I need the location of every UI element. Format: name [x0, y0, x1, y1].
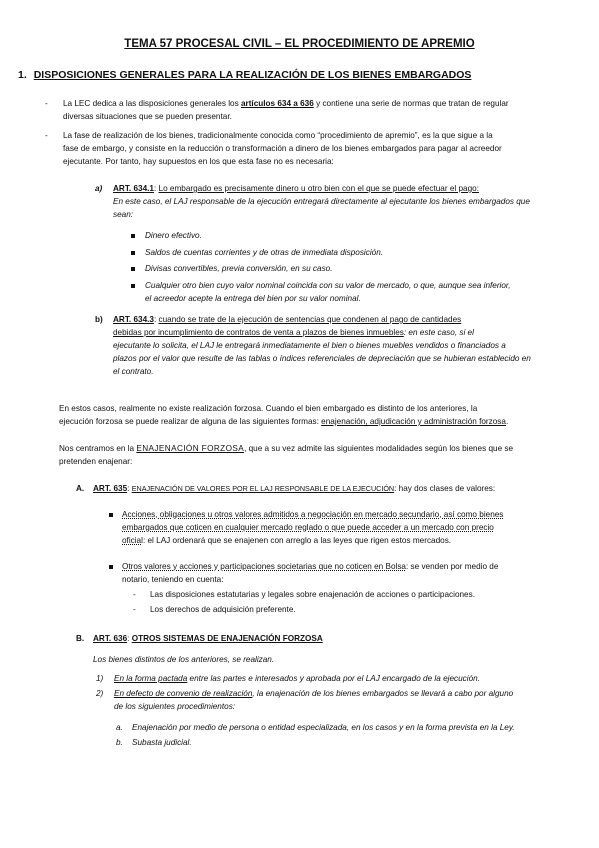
- text: cuando se trate de la ejecución de sentencias que condenen al pago de cantidades: [158, 315, 462, 324]
- section-heading: [18, 69, 471, 81]
- item-A-2-line-1: [122, 560, 498, 573]
- text: y contiene una serie de normas que tratan de regular: [313, 99, 509, 108]
- numbered-item-1: [114, 672, 480, 685]
- item-B-heading: ART. 636: OTROS SISTEMAS DE ENAJENACIÓN FORZOSA: [93, 634, 323, 643]
- square-bullet: [131, 279, 135, 292]
- text: La LEC dedica a las disposiciones generales los: [63, 99, 241, 108]
- paragraph-2-line-1: [59, 442, 513, 455]
- item-A-2-line-2: notario, teniendo en cuenta:: [122, 575, 224, 584]
- text: ejecución forzosa se puede realizar de alguna de las siguientes formas:: [59, 417, 322, 426]
- item-a-line-1: En este caso, el LAJ responsable de la ejecución entregará directamente al ejecutante los bienes embargados que: [113, 197, 530, 206]
- item-marker-a: a): [95, 184, 103, 193]
- list-item: Cualquier otro bien cuyo valor nominal coincida con su valor de mercado, o que, aunque sea inferior,: [145, 281, 511, 290]
- text: enajenación, adjudicación y administración forzosa: [321, 417, 506, 426]
- text: : en este caso, si el: [403, 328, 474, 337]
- article-ref: ART. 634.1: [113, 184, 154, 193]
- paragraph-1-line-1: En estos casos, realmente no existe realización forzosa. Cuando el bien embargado es distinto de los anteriores, la: [59, 404, 478, 413]
- text: Otros valores y acciones y participaciones societarias que no coticen en Bolsa: [122, 562, 406, 571]
- text: En defecto de convenio de realización: [114, 689, 253, 698]
- item-marker-b: b): [95, 315, 103, 324]
- sub-item-marker: a.: [116, 723, 123, 732]
- item-A-heading: ART. 635: ENAJENACIÓN DE VALORES POR EL LAJ RESPONSABLE DE LA EJECUCIÓN: hay dos clases de valores:: [93, 484, 496, 493]
- article-ref: ART. 634.3: [113, 315, 154, 324]
- sub-item: Subasta judicial.: [132, 738, 192, 747]
- text: ENAJENACIÓN DE VALORES POR EL LAJ RESPONSABLE DE LA EJECUCIÓN: [131, 484, 395, 493]
- list-item: Divisas convertibles, previa conversión, en su caso.: [145, 264, 333, 273]
- text: : el LAJ ordenará que se enajenen con arreglo a las leyes que rigen estos mercados.: [142, 536, 452, 545]
- list-item: Saldos de cuentas corrientes y de otras de inmediata disposición.: [145, 248, 384, 257]
- item-b-line-4: plazos por el valor que resulte de las tablas o índices referenciales de depreciación que se hubieran establecido en: [113, 354, 531, 363]
- bullet-2-line-2: fase de embargo, y consiste en la reducción o transformación a dinero de los bienes embargados para pagar al acreedor: [63, 144, 502, 153]
- text: oficial: [122, 536, 143, 545]
- item-b-line-2: [113, 326, 474, 339]
- item-b-line-5: el contrato.: [113, 367, 154, 376]
- page-title: TEMA 57 PROCESAL CIVIL – EL PROCEDIMIENTO DE APREMIO: [124, 38, 475, 50]
- text: Nos centramos en la: [59, 444, 137, 453]
- sub-item: Enajenación por medio de persona o entidad especializada, en los casos y en la forma prevista en la Ley.: [132, 723, 515, 732]
- item-A-1-line-1: Acciones, obligaciones u otros valores admitidos a negociación en mercado secundario, así como bienes: [122, 510, 504, 519]
- square-bullet: [131, 229, 135, 242]
- paragraph-2-line-2: pretenden enajenar:: [59, 457, 133, 466]
- numbered-item-2-line-2: de los siguientes procedimientos:: [114, 702, 236, 711]
- bullet-1-line-1: [63, 97, 573, 110]
- list-item-continuation: el acreedor acepte la entrega del bien por su valor nominal.: [145, 294, 361, 303]
- item-A-1-line-3: [122, 534, 451, 547]
- item-b-line-3: ejecutante lo solicita, el LAJ le entregará inmediatamente el bien o bienes muebles vendidos o financiados a: [113, 341, 506, 350]
- article-ref: ART. 635: [93, 484, 128, 493]
- dash-bullet: -: [45, 131, 48, 140]
- article-ref: ART. 636: [93, 634, 128, 643]
- item-a-heading: ART. 634.1: Lo embargado es precisamente dinero u otro bien con el que se puede efectuar el pago:: [113, 184, 479, 193]
- square-bullet: [109, 560, 113, 573]
- bullet-1-line-2: diversas situaciones que se pueden presentar.: [63, 112, 232, 121]
- sub-item: Las disposiciones estatutarias y legales sobre enajenación de acciones o participaciones.: [150, 590, 475, 599]
- paragraph-1-line-2: [59, 415, 508, 428]
- bullet-2-line-1: La fase de realización de los bienes, tradicionalmente conocida como “procedimiento de apremio”, es la que sigue a la: [63, 131, 493, 140]
- list-item: Dinero efectivo.: [145, 231, 202, 240]
- sub-item-marker: b.: [116, 738, 123, 747]
- square-bullet: [131, 262, 135, 275]
- square-bullet: [131, 246, 135, 259]
- text: , que a su vez admite las siguientes modalidades según los bienes que se: [244, 444, 514, 453]
- text: En la forma pactada: [114, 674, 188, 683]
- item-marker-B: B.: [76, 634, 85, 643]
- item-B-intro: Los bienes distintos de los anteriores, se realizan.: [93, 655, 275, 664]
- numbered-marker: 2): [96, 689, 104, 698]
- item-b-heading: ART. 634.3: cuando se trate de la ejecución de sentencias que condenen al pago de cantidades: [113, 315, 462, 324]
- text: .: [505, 417, 509, 426]
- item-marker-A: A.: [76, 484, 85, 493]
- sub-item: Los derechos de adquisición preferente.: [150, 605, 296, 614]
- bullet-2-line-3: ejecutante. Por tanto, hay supuestos en los que esta fase no es necesaria:: [63, 157, 334, 166]
- item-A-1-line-2: embargados que coticen en cualquier mercado reglado o que puede acceder a un mercado con precio: [122, 523, 494, 532]
- text: ENAJENACIÓN FORZOSA: [136, 444, 245, 453]
- square-bullet: [109, 508, 113, 521]
- text: , la enajenación de los bienes embargados se llevará a cabo por alguno: [252, 689, 514, 698]
- section-title: DISPOSICIONES GENERALES PARA LA REALIZACIÓN DE LOS BIENES EMBARGADOS: [33, 69, 472, 81]
- text: entre las partes e interesados y aprobada por el LAJ encargado de la ejecución.: [187, 674, 480, 683]
- text: debidas por incumplimiento de contratos de venta a plazos de bienes inmuebles: [113, 328, 404, 337]
- dash-bullet: -: [45, 99, 48, 108]
- dash-bullet: -: [133, 590, 136, 599]
- item-a-line-2: sean:: [113, 210, 134, 219]
- numbered-marker: 1): [96, 674, 104, 683]
- dash-bullet: -: [133, 605, 136, 614]
- section-number: 1.: [18, 69, 27, 81]
- article-ref: artículos 634 a 636: [240, 99, 314, 108]
- text: : hay dos clases de valores:: [394, 484, 496, 493]
- numbered-item-2: [114, 687, 513, 700]
- text: : se venden por medio de: [405, 562, 499, 571]
- text: Lo embargado es precisamente dinero u otro bien con el que se puede efectuar el pago:: [158, 184, 479, 193]
- text: OTROS SISTEMAS DE ENAJENACIÓN FORZOSA: [131, 634, 323, 643]
